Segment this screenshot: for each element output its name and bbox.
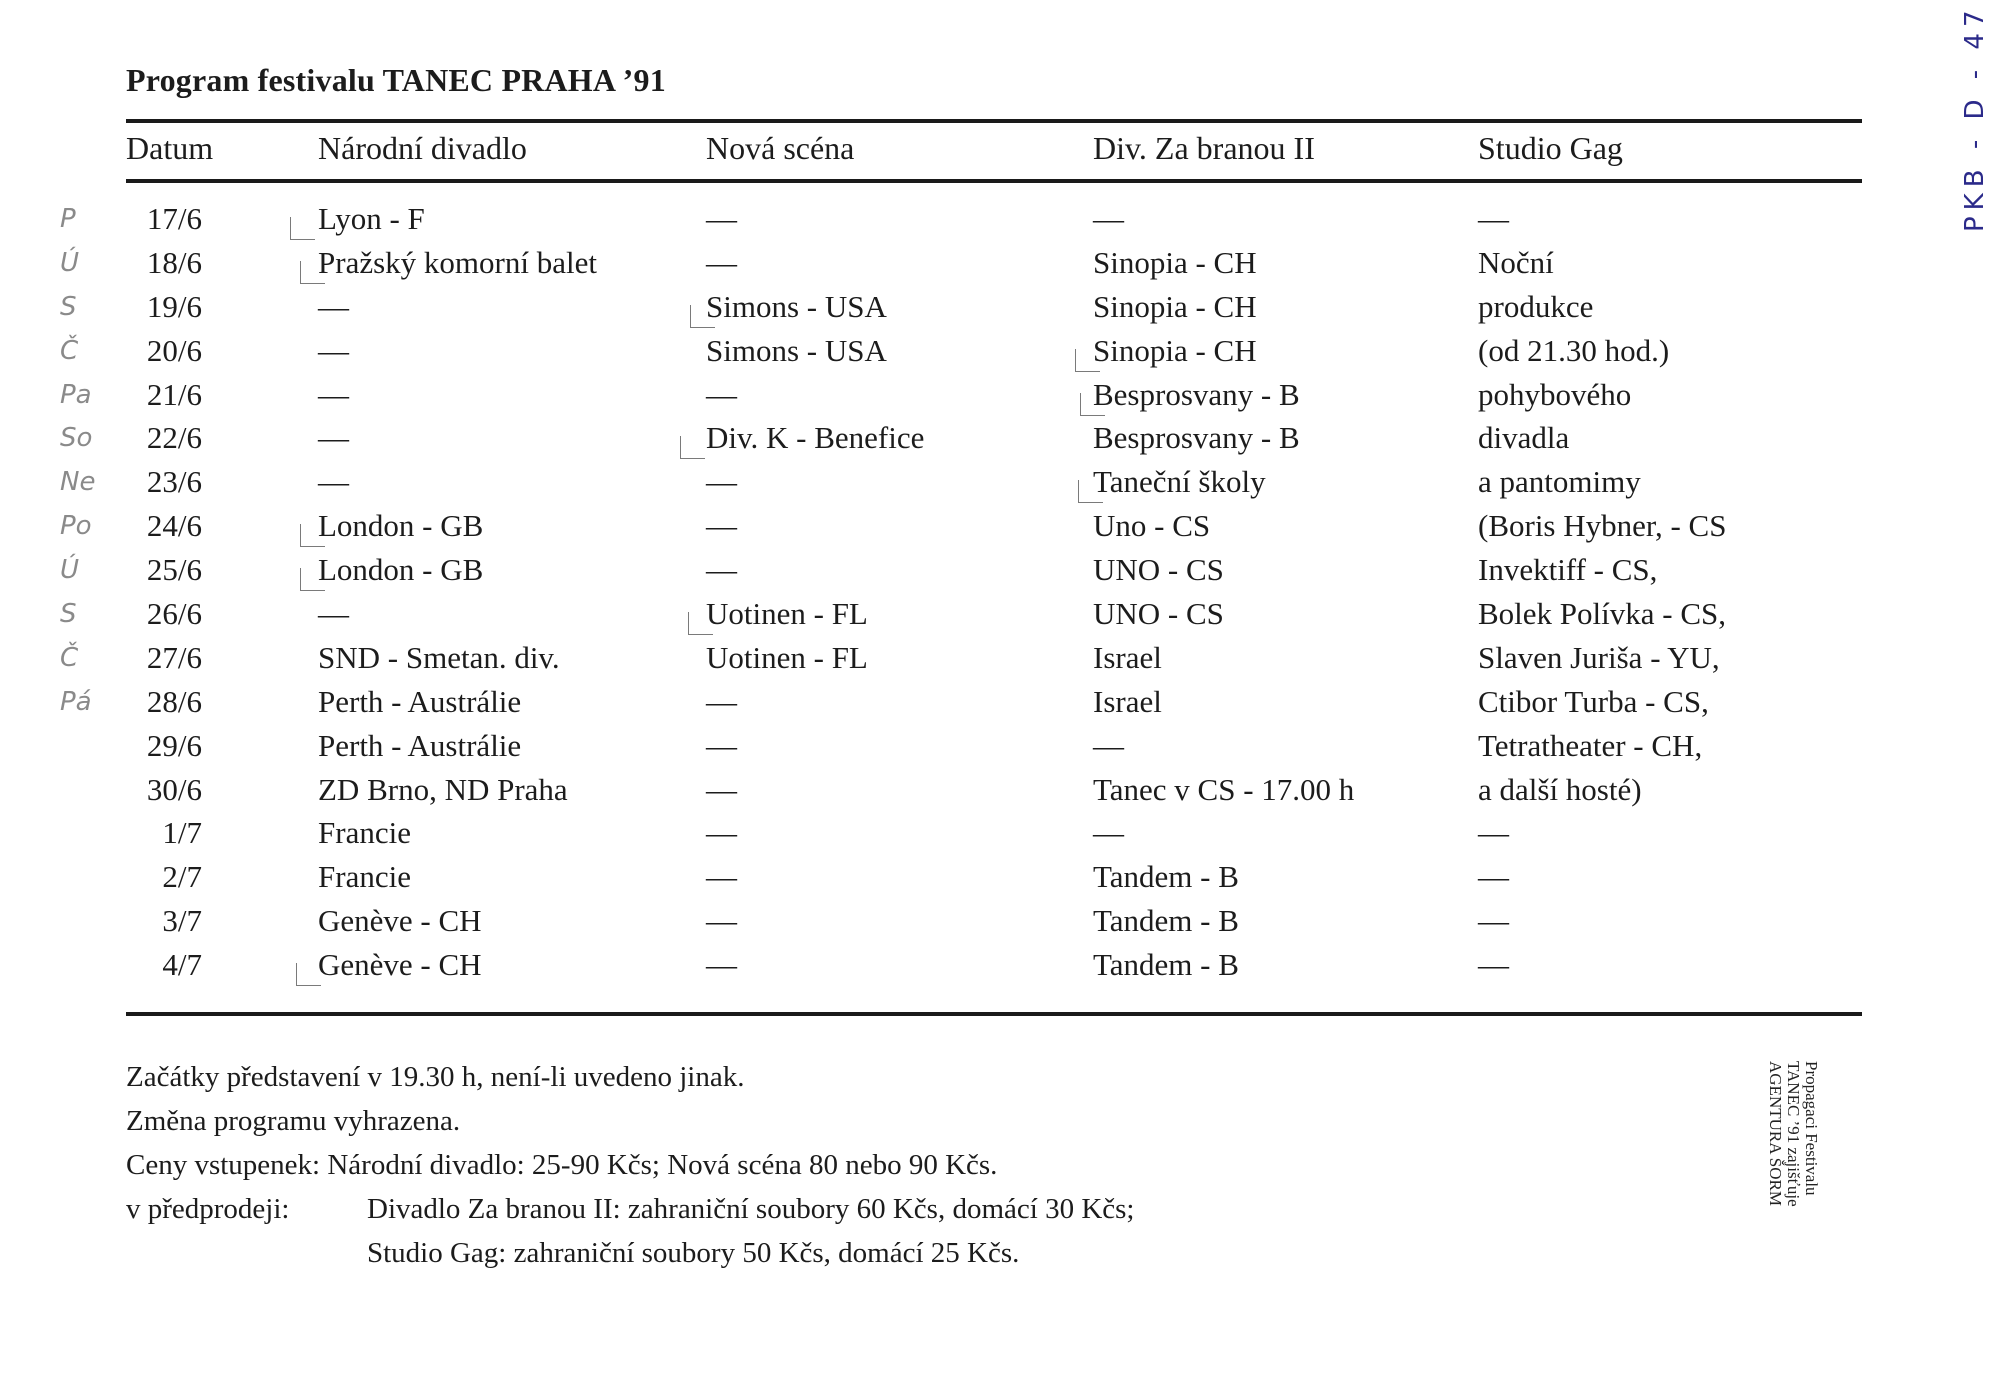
pencil-weekday-note: Ú bbox=[60, 247, 80, 278]
cell-studio-gag: — bbox=[1478, 947, 1509, 983]
cell-studio-gag: — bbox=[1478, 859, 1509, 895]
cell-narodni-divadlo: Lyon - F bbox=[318, 201, 425, 236]
pencil-check-mark bbox=[300, 524, 325, 547]
table-row bbox=[0, 373, 2000, 417]
column-header-nova-scena: Nová scéna bbox=[706, 130, 855, 166]
cell-div-za-branou: Besprosvany - B bbox=[1093, 376, 1300, 412]
table-row bbox=[0, 636, 2000, 680]
cell-date: 19/6 bbox=[146, 288, 202, 324]
presale-label: v předprodeji: bbox=[126, 1193, 290, 1225]
table-row bbox=[0, 768, 2000, 812]
table-row bbox=[0, 724, 2000, 768]
pencil-check-mark bbox=[300, 261, 325, 284]
cell-date: 28/6 bbox=[146, 683, 202, 719]
program-table bbox=[0, 197, 2000, 987]
presale-za-branou: Divadlo Za branou II: zahraniční soubory 60 Kčs, domácí 30 Kčs; bbox=[367, 1193, 1135, 1225]
table-row bbox=[0, 680, 2000, 724]
cell-studio-gag: Slaven Juriša - YU, bbox=[1478, 639, 1720, 675]
top-rule bbox=[126, 119, 1862, 123]
table-row bbox=[0, 285, 2000, 329]
cell-studio-gag: Ctibor Turba - CS, bbox=[1478, 683, 1709, 719]
cell-div-za-branou: Tandem - B bbox=[1093, 859, 1239, 895]
cell-narodni-divadlo: Perth - Austrálie bbox=[318, 727, 522, 763]
pencil-weekday-note: P bbox=[60, 204, 76, 234]
cell-div-za-branou: Tanec v CS - 17.00 h bbox=[1093, 771, 1355, 807]
cell-div-za-branou: Besprosvany - B bbox=[1093, 420, 1300, 456]
cell-div-za-branou: — bbox=[1093, 815, 1124, 851]
pencil-check-mark bbox=[1078, 480, 1103, 503]
table-row bbox=[0, 855, 2000, 899]
footer-presale bbox=[126, 1187, 1134, 1231]
cell-narodni-divadlo: SND - Smetan. div. bbox=[318, 639, 560, 675]
cell-studio-gag: produkce bbox=[1478, 288, 1594, 324]
cell-narodni-divadlo: London - GB bbox=[318, 508, 484, 544]
pencil-weekday-note: Pá bbox=[60, 686, 92, 717]
cell-date: 3/7 bbox=[162, 903, 202, 939]
cell-narodni-divadlo: London - GB bbox=[318, 552, 484, 588]
cell-div-za-branou: UNO - CS bbox=[1093, 552, 1224, 588]
table-row bbox=[0, 416, 2000, 460]
cell-div-za-branou: — bbox=[1093, 201, 1124, 236]
pencil-check-mark bbox=[300, 568, 325, 591]
credit-rotated bbox=[1766, 1061, 1820, 1207]
pencil-weekday-note: So bbox=[60, 423, 93, 454]
column-header-narodni-divadlo: Národní divadlo bbox=[318, 130, 527, 166]
cell-studio-gag: — bbox=[1478, 201, 1509, 236]
cell-nova-scena: — bbox=[706, 683, 737, 719]
cell-nova-scena: — bbox=[706, 727, 737, 763]
cell-div-za-branou: Tandem - B bbox=[1093, 903, 1239, 939]
cell-nova-scena: — bbox=[706, 508, 737, 544]
column-header-div-za-branou: Div. Za branou II bbox=[1093, 130, 1315, 166]
cell-studio-gag: pohybového bbox=[1478, 376, 1632, 412]
cell-date: 25/6 bbox=[146, 552, 202, 588]
cell-div-za-branou: Tandem - B bbox=[1093, 947, 1239, 983]
cell-studio-gag: Tetratheater - CH, bbox=[1478, 727, 1703, 763]
footer-presale-gag: Studio Gag: zahraniční soubory 50 Kčs, domácí 25 Kčs. bbox=[367, 1237, 1020, 1269]
cell-studio-gag: Invektiff - CS, bbox=[1478, 552, 1658, 588]
cell-date: 1/7 bbox=[162, 815, 202, 851]
pencil-weekday-note: Ú bbox=[60, 555, 80, 586]
cell-date: 4/7 bbox=[162, 947, 202, 983]
pencil-weekday-note: Č bbox=[60, 642, 79, 673]
cell-narodni-divadlo: Francie bbox=[318, 859, 411, 895]
cell-studio-gag: divadla bbox=[1478, 420, 1570, 456]
table-row bbox=[0, 811, 2000, 855]
pencil-check-mark bbox=[690, 305, 715, 328]
cell-nova-scena: — bbox=[706, 903, 737, 939]
pencil-weekday-note: S bbox=[60, 291, 77, 322]
cell-narodni-divadlo: Perth - Austrálie bbox=[318, 683, 522, 719]
cell-div-za-branou: UNO - CS bbox=[1093, 596, 1224, 632]
table-row bbox=[0, 592, 2000, 636]
credit-line: TANEC ’91 zajišťuje bbox=[1784, 1061, 1803, 1207]
cell-date: 29/6 bbox=[146, 727, 202, 763]
cell-nova-scena: — bbox=[706, 552, 737, 588]
cell-nova-scena: — bbox=[706, 244, 737, 280]
table-row bbox=[0, 460, 2000, 504]
credit-line: AGENTURA ŠORM bbox=[1766, 1061, 1785, 1206]
table-row bbox=[0, 943, 2000, 987]
footer-start-time-note: Začátky představení v 19.30 h, není-li uvedeno jinak. bbox=[126, 1061, 745, 1093]
cell-date: 21/6 bbox=[146, 376, 202, 412]
cell-nova-scena: — bbox=[706, 815, 737, 851]
column-header-datum: Datum bbox=[126, 130, 214, 166]
cell-nova-scena: Div. K - Benefice bbox=[706, 420, 925, 456]
table-row bbox=[0, 241, 2000, 285]
cell-nova-scena: — bbox=[706, 947, 737, 983]
cell-date: 22/6 bbox=[146, 420, 202, 456]
cell-narodni-divadlo: ZD Brno, ND Praha bbox=[318, 771, 568, 807]
cell-div-za-branou: Sinopia - CH bbox=[1093, 244, 1257, 280]
cell-studio-gag: — bbox=[1478, 903, 1509, 939]
footer-prices: Ceny vstupenek: Národní divadlo: 25-90 Kčs; Nová scéna 80 nebo 90 Kčs. bbox=[126, 1149, 998, 1181]
credit-line: Propagaci Festivalu bbox=[1802, 1061, 1821, 1196]
cell-nova-scena: Simons - USA bbox=[706, 288, 887, 324]
cell-div-za-branou: Sinopia - CH bbox=[1093, 332, 1257, 368]
cell-div-za-branou: Taneční školy bbox=[1093, 464, 1266, 500]
document-title: Program festivalu TANEC PRAHA ’91 bbox=[126, 62, 666, 98]
cell-nova-scena: — bbox=[706, 376, 737, 412]
cell-nova-scena: Simons - USA bbox=[706, 332, 887, 368]
cell-narodni-divadlo: — bbox=[318, 332, 349, 368]
cell-studio-gag: Noční bbox=[1478, 244, 1554, 280]
cell-nova-scena: — bbox=[706, 771, 737, 807]
cell-nova-scena: — bbox=[706, 464, 737, 500]
cell-studio-gag: — bbox=[1478, 815, 1509, 851]
cell-date: 23/6 bbox=[146, 464, 202, 500]
cell-studio-gag: a pantomimy bbox=[1478, 464, 1641, 500]
cell-studio-gag: (Boris Hybner, - CS bbox=[1478, 508, 1727, 544]
pencil-check-mark bbox=[688, 612, 713, 635]
pencil-weekday-note: Ne bbox=[60, 467, 96, 498]
cell-narodni-divadlo: — bbox=[318, 376, 349, 412]
pencil-check-mark bbox=[1075, 349, 1100, 372]
cell-date: 30/6 bbox=[146, 771, 202, 807]
cell-date: 18/6 bbox=[146, 244, 202, 280]
pencil-weekday-note: Po bbox=[60, 511, 92, 542]
cell-narodni-divadlo: — bbox=[318, 420, 349, 456]
cell-narodni-divadlo: Genève - CH bbox=[318, 903, 482, 939]
pencil-check-mark bbox=[1080, 393, 1105, 416]
cell-div-za-branou: — bbox=[1093, 727, 1124, 763]
cell-date: 24/6 bbox=[146, 508, 202, 544]
cell-narodni-divadlo: — bbox=[318, 288, 349, 324]
cell-date: 17/6 bbox=[146, 201, 202, 236]
footer-change-note: Změna programu vyhrazena. bbox=[126, 1105, 461, 1137]
cell-date: 27/6 bbox=[146, 639, 202, 675]
cell-div-za-branou: Israel bbox=[1093, 683, 1162, 719]
pencil-check-mark bbox=[680, 436, 705, 459]
table-row bbox=[0, 329, 2000, 373]
cell-div-za-branou: Sinopia - CH bbox=[1093, 288, 1257, 324]
pencil-weekday-note: Č bbox=[60, 335, 79, 366]
cell-date: 20/6 bbox=[146, 332, 202, 368]
cell-nova-scena: Uotinen - FL bbox=[706, 596, 868, 632]
cell-studio-gag: a další hosté) bbox=[1478, 771, 1642, 807]
cell-div-za-branou: Uno - CS bbox=[1093, 508, 1211, 544]
handwritten-archive-code: PKB - D - 47 bbox=[1960, 4, 1990, 232]
column-header-studio-gag: Studio Gag bbox=[1478, 130, 1623, 166]
cell-div-za-branou: Israel bbox=[1093, 639, 1162, 675]
cell-narodni-divadlo: — bbox=[318, 596, 349, 632]
cell-nova-scena: — bbox=[706, 859, 737, 895]
bottom-rule bbox=[126, 1012, 1862, 1016]
table-row bbox=[0, 504, 2000, 548]
cell-date: 26/6 bbox=[146, 596, 202, 632]
cell-nova-scena: Uotinen - FL bbox=[706, 639, 868, 675]
cell-nova-scena: — bbox=[706, 201, 737, 236]
pencil-check-mark bbox=[296, 963, 321, 986]
header-rule bbox=[126, 179, 1862, 183]
table-row bbox=[0, 548, 2000, 592]
pencil-weekday-note: Pa bbox=[60, 379, 92, 410]
cell-studio-gag: (od 21.30 hod.) bbox=[1478, 332, 1670, 368]
cell-narodni-divadlo: — bbox=[318, 464, 349, 500]
cell-date: 2/7 bbox=[162, 859, 202, 895]
cell-studio-gag: Bolek Polívka - CS, bbox=[1478, 596, 1727, 632]
table-row bbox=[0, 197, 2000, 241]
table-row bbox=[0, 899, 2000, 943]
cell-narodni-divadlo: Francie bbox=[318, 815, 411, 851]
pencil-check-mark bbox=[290, 217, 315, 240]
pencil-weekday-note: S bbox=[60, 599, 77, 630]
cell-narodni-divadlo: Pražský komorní balet bbox=[318, 244, 597, 280]
cell-narodni-divadlo: Genève - CH bbox=[318, 947, 482, 983]
